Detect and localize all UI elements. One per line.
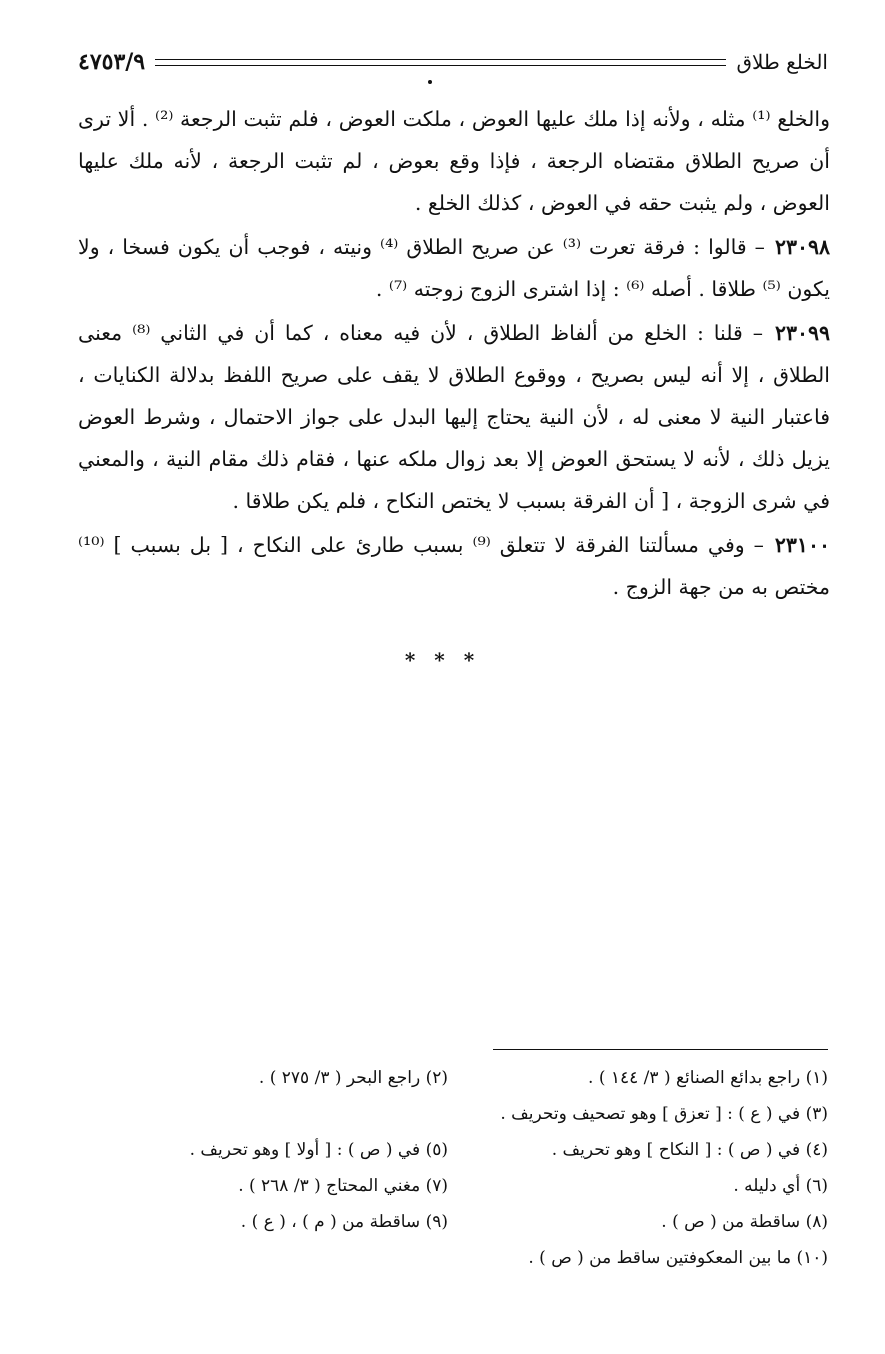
footnote-row	[120, 1132, 828, 1168]
paragraph-text: – قالوا : فرقة تعرت ⁽³⁾ عن صريح الطلاق ⁽⁴⁾ ونيته ، فوجب أن يكون فسخا ، ولا يكون ⁽⁵⁾ طلاقا . أصله ⁽⁶⁾ : إذا اشترى الزوج زوجته ⁽⁷⁾ .	[78, 235, 830, 301]
header-double-rule	[155, 59, 726, 66]
footnote: (٩) ساقطة من ( م ) ، ( ع ) .	[240, 1212, 448, 1232]
paragraph	[78, 312, 830, 522]
footnote: (٣) في ( ع ) : [ تعزق ] وهو تصحيف وتحريف .	[500, 1104, 828, 1124]
paragraph	[78, 524, 830, 608]
footnote	[120, 1096, 448, 1132]
footnotes	[120, 1060, 828, 1276]
footnote: (٤) في ( ص ) : [ النكاح ] وهو تحريف .	[551, 1140, 828, 1160]
paragraph-text: – قلنا : الخلع من ألفاظ الطلاق ، لأن فيه معناه ، كما أن في الثاني ⁽⁸⁾ معنى الطلاق ، إلا أنه ليس بصريح ، ووقوع الطلاق لا يقف على صريح اللفظ بدلالة الكنايات ، فاعتبار النية لا معنى له ، لأن النية يحتاج إليها البدل على جواز الاحتمال ، وشرط العوض يزيل ذلك ، لأنه لا يستحق العوض إلا بعد زوال ملكه عنها ، فقام ذلك مقام النية ، والمعني في شرى الزوجة ، [ أن الفرقة بسبب لا يختص النكاح ، فلم يكن طلاقا .	[78, 321, 830, 513]
paragraph-text: والخلع ⁽¹⁾ مثله ، ولأنه إذا ملك عليها العوض ، ملكت العوض ، فلم تثبت الرجعة ⁽²⁾ . ألا ترى أن صريح الطلاق مقتضاه الرجعة ، فإذا وقع بعوض ، لم تثبت الرجعة ، لأنه ملك عليها العوض ، ولم يثبت حقه في العوض ، كذلك الخلع .	[78, 107, 830, 215]
chapter-title: الخلع طلاق	[736, 50, 828, 74]
footnote: (١) راجع بدائع الصنائع ( ٣/ ١٤٤ ) .	[588, 1068, 828, 1088]
paragraph-text: – وفي مسألتنا الفرقة لا تتعلق ⁽⁹⁾ بسبب طارئ على النكاح ، [ بل بسبب ] ⁽¹⁰⁾ مختص به من جهة الزوج .	[78, 533, 830, 599]
footnote-row	[120, 1204, 828, 1240]
footnote-row	[120, 1096, 828, 1132]
footnote: (٦) أي دليله .	[733, 1176, 828, 1196]
page-number: ٤٧٥٣/٩	[78, 49, 146, 75]
footnote: (٨) ساقطة من ( ص ) .	[661, 1212, 828, 1232]
section-separator: * * *	[404, 648, 481, 672]
footnote: (٢) راجع البحر ( ٣/ ٢٧٥ ) .	[258, 1068, 448, 1088]
footnote-row	[120, 1060, 828, 1096]
paragraph-number: ٢٣٠٩٨	[774, 235, 830, 259]
paragraph	[78, 98, 830, 224]
footnote	[120, 1240, 448, 1276]
footnote: (٧) مغني المحتاج ( ٣/ ٢٦٨ ) .	[238, 1176, 448, 1196]
footnote-rule	[493, 1049, 828, 1050]
footnote-row	[120, 1168, 828, 1204]
paragraph-number: ٢٣١٠٠	[774, 533, 830, 557]
paragraph	[78, 226, 830, 310]
header-dot	[428, 80, 432, 84]
running-header	[78, 42, 828, 82]
footnote-row	[120, 1240, 828, 1276]
footnote: (٥) في ( ص ) : [ أولا ] وهو تحريف .	[189, 1140, 448, 1160]
main-text	[78, 98, 830, 610]
footnote: (١٠) ما بين المعكوفتين ساقط من ( ص ) .	[528, 1248, 828, 1268]
paragraph-number: ٢٣٠٩٩	[774, 321, 830, 345]
